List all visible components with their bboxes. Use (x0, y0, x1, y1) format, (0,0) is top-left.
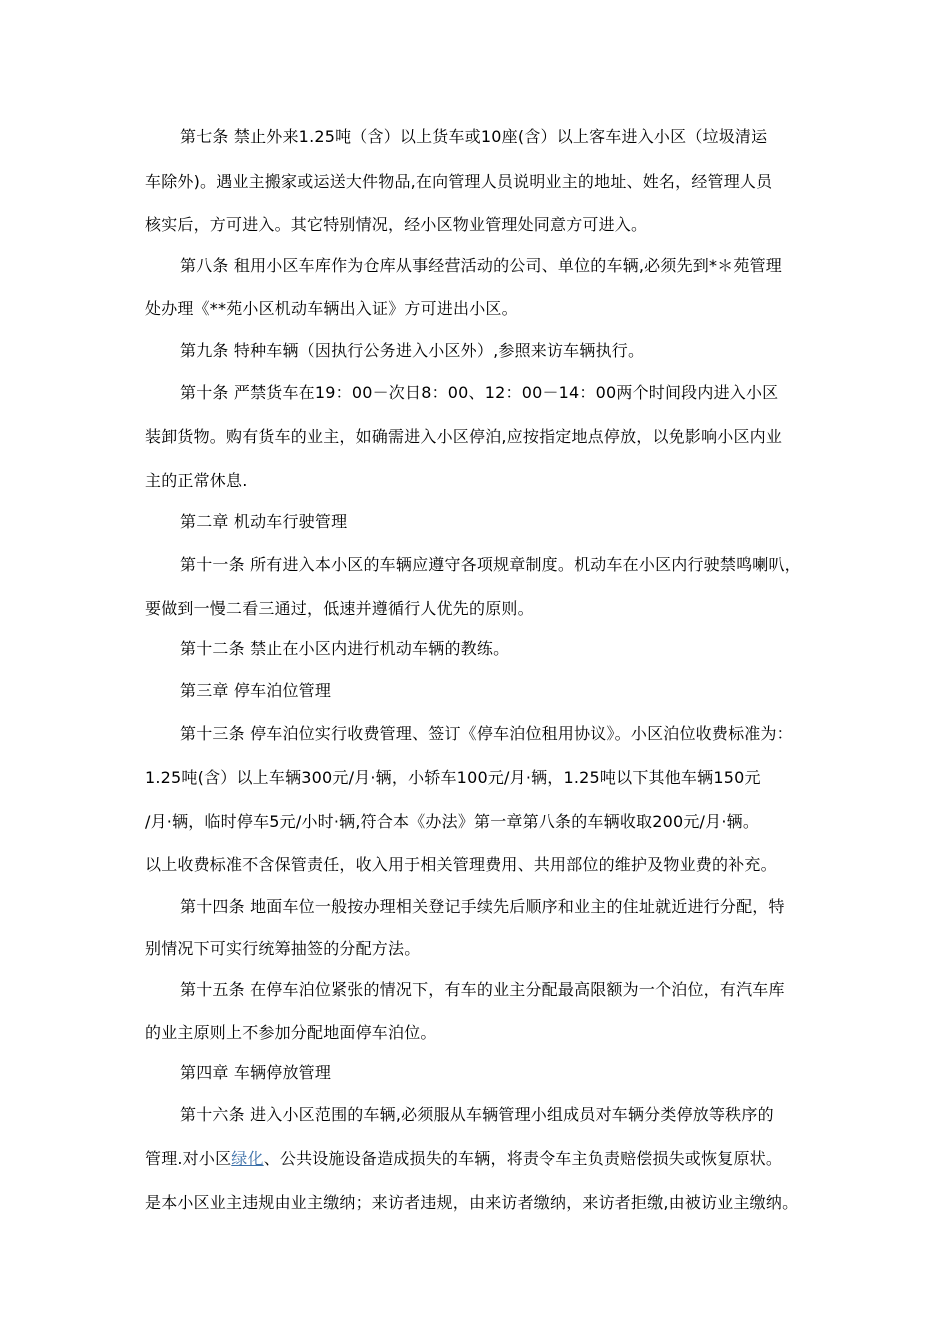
article-15-line-1: 第十五条 在停车泊位紧张的情况下，有车的业主分配最高限额为一个泊位，有汽车库 (180, 980, 785, 999)
greening-link[interactable]: 绿化 (231, 1149, 264, 1168)
article-8-line-2: 处办理《**苑小区机动车辆出入证》方可进出小区。 (145, 299, 518, 318)
article-8-line-1: 第八条 租用小区车库作为仓库从事经营活动的公司、单位的车辆,必须先到*＊苑管理 (180, 256, 782, 275)
chapter-3-heading: 第三章 停车泊位管理 (180, 681, 332, 700)
article-11-line-2: 要做到一慢二看三通过，低速并遵循行人优先的原则。 (145, 599, 534, 618)
article-7-line-2: 车除外)。遇业主搬家或运送大件物品,在向管理人员说明业主的地址、姓名，经管理人员 (145, 172, 773, 191)
article-12: 第十二条 禁止在小区内进行机动车辆的教练。 (180, 639, 510, 658)
article-11-line-1: 第十一条 所有进入本小区的车辆应遵守各项规章制度。机动车在小区内行驶禁鸣喇叭， (180, 555, 801, 574)
article-13-line-3: /月·辆，临时停车5元/小时·辆,符合本《办法》第一章第八条的车辆收取200元/月·辆。 (145, 812, 760, 831)
article-13-line-2: 1.25吨(含）以上车辆300元/月·辆，小轿车100元/月·辆，1.25吨以下其他车辆150元 (145, 768, 761, 787)
article-7-line-1: 第七条 禁止外来1.25吨（含）以上货车或10座(含）以上客车进入小区（垃圾清运 (180, 127, 768, 146)
article-10-line-2: 装卸货物。购有货车的业主，如确需进入小区停泊,应按指定地点停放，以免影响小区内业 (145, 427, 783, 446)
chapter-4-heading: 第四章 车辆停放管理 (180, 1063, 332, 1082)
article-10-line-3: 主的正常休息. (145, 471, 248, 490)
article-13-line-1: 第十三条 停车泊位实行收费管理、签订《停车泊位租用协议》。小区泊位收费标准为： (180, 724, 793, 743)
article-13-line-4: 以上收费标准不含保管责任，收入用于相关管理费用、共用部位的维护及物业费的补充。 (145, 855, 777, 874)
article-16-line-3: 是本小区业主违规由业主缴纳；来访者违规，由来访者缴纳，来访者拒缴,由被访业主缴纳。 (145, 1193, 799, 1212)
article-9: 第九条 特种车辆（因执行公务进入小区外）,参照来访车辆执行。 (180, 341, 645, 360)
article-15-line-2: 的业主原则上不参加分配地面停车泊位。 (145, 1023, 437, 1042)
article-7-line-3: 核实后，方可进入。其它特别情况，经小区物业管理处同意方可进入。 (145, 215, 648, 234)
article-10-line-1: 第十条 严禁货车在19：00－次日8：00、12：00－14：00两个时间段内进入小区 (180, 383, 779, 402)
article-16-line-2-end: 、公共设施设备造成损失的车辆，将责令车主负责赔偿损失或恢复原状。 (263, 1149, 783, 1168)
article-16-line-2 (145, 1148, 782, 1170)
article-14-line-2: 别情况下可实行统筹抽签的分配方法。 (145, 939, 421, 958)
article-16-line-1: 第十六条 进入小区范围的车辆,必须服从车辆管理小组成员对车辆分类停放等秩序的 (180, 1105, 774, 1124)
article-16-line-2-start: 管理.对小区 (145, 1149, 232, 1168)
article-14-line-1: 第十四条 地面车位一般按办理相关登记手续先后顺序和业主的住址就近进行分配，特 (180, 897, 785, 916)
chapter-2-heading: 第二章 机动车行驶管理 (180, 512, 348, 531)
